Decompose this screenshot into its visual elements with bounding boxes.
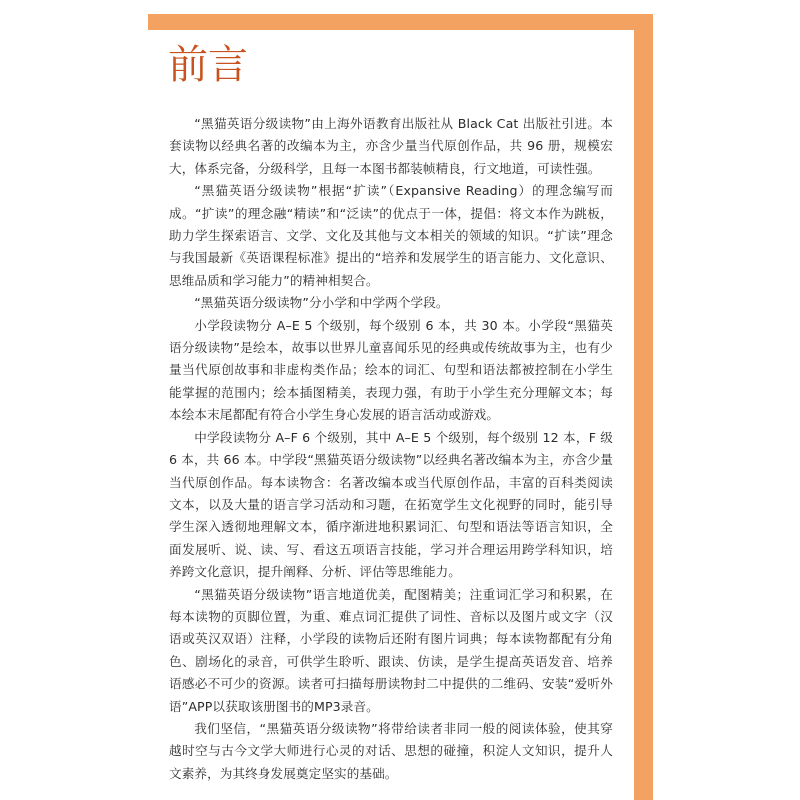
paragraph: “黑猫英语分级读物”由上海外语教育出版社从 Black Cat 出版社引进。本套读物以经典名著的改编本为主，亦含少量当代原创作品，共 96 册，规模宏大，体系完备，分级科学，且每一本图书都装帧精良，行文地道，可读性强。: [169, 116, 613, 176]
preface-body: [169, 113, 613, 785]
paragraph: “黑猫英语分级读物”根据“扩读”（Expansive Reading）的理念编写而成。“扩读”的理念融“精读”和“泛读”的优点于一体，提倡：将文本作为跳板，助力学生探索语言、文学、文化及其他与文本相关的领域的知识。“扩读”理念与我国最新《英语课程标准》提出的“培养和发展学生的语言能力、文化意识、思维品质和学习能力”的精神相契合。: [169, 183, 613, 288]
right-accent-band: [634, 14, 653, 800]
page-title: 前言: [168, 42, 248, 88]
paragraph: 中学段读物分 A–F 6 个级别，其中 A–E 5 个级别，每个级别 12 本，F 级 6 本，共 66 本。中学段“黑猫英语分级读物”以经典名著改编本为主，亦含少量当代原创作品。每本读物含：名著改编本或当代原创作品，丰富的百科类阅读文本，以及大量的语言学习活动和习题，在拓宽学生文化视野的同时，能引导学生深入透彻地理解文本，循序渐进地积累词汇、句型和语法等语言知识，全面发展听、说、读、写、看这五项语言技能，学习并合理运用跨学科知识，培养跨文化意识，提升阐释、分析、评估等思维能力。: [169, 429, 613, 580]
paragraph: “黑猫英语分级读物”语言地道优美，配图精美；注重词汇学习和积累，在每本读物的页脚位置，为重、难点词汇提供了词性、音标以及图片或文字（汉语或英汉双语）注释，小学段的读物后还附有图片词典；每本读物都配有分角色、剧场化的录音，可供学生聆听、跟读、仿读，是学生提高英语发音、培养语感必不可少的资源。读者可扫描每册读物封二中提供的二维码、安装“爱听外语”APP以获取该册图书的MP3录音。: [169, 586, 613, 714]
paragraph: 小学段读物分 A–E 5 个级别，每个级别 6 本，共 30 本。小学段“黑猫英语分级读物”是绘本，故事以世界儿童喜闻乐见的经典或传统故事为主，也有少量当代原创故事和非虚构类作品；绘本的词汇、句型和语法都被控制在小学生能掌握的范围内；绘本插图精美，表现力强，有助于小学生充分理解文本；每本绘本末尾都配有符合小学生身心发展的语言活动或游戏。: [169, 317, 613, 423]
paragraph: 我们坚信，“黑猫英语分级读物”将带给读者非同一般的阅读体验，使其穿越时空与古今文学大师进行心灵的对话、思想的碰撞，积淀人文知识，提升人文素养，为其终身发展奠定坚实的基础。: [169, 720, 613, 781]
paragraph: “黑猫英语分级读物”分小学和中学两个学段。: [194, 295, 449, 311]
preface-page: [148, 30, 634, 800]
top-accent-band: [148, 14, 653, 30]
